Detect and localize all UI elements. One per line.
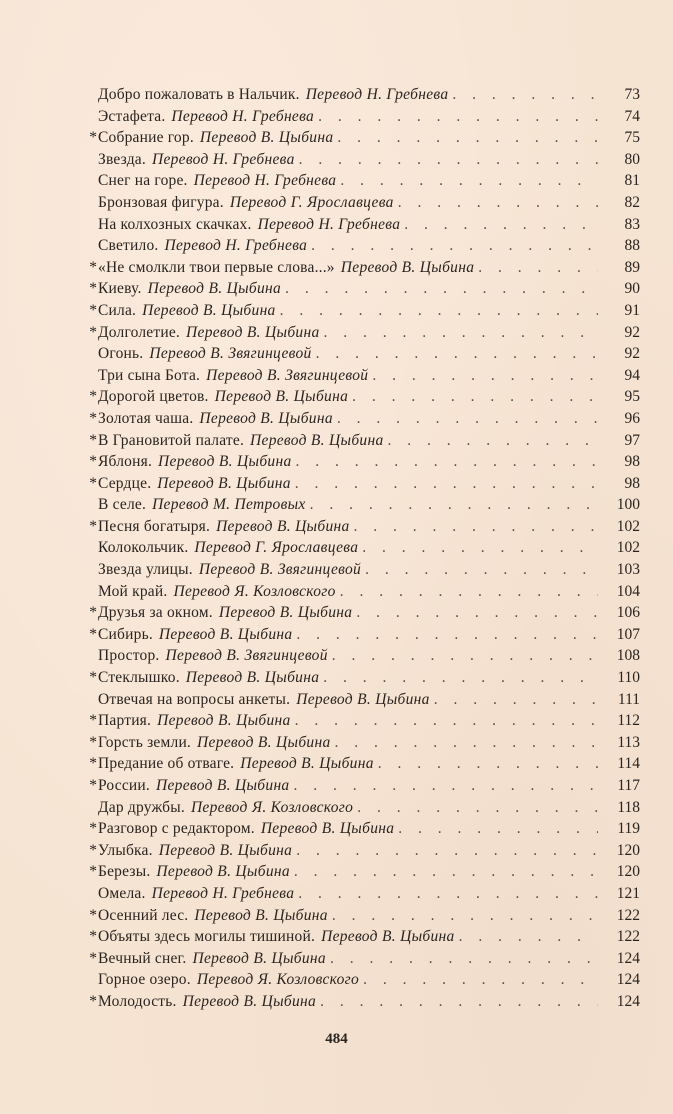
dot-leader (285, 278, 598, 300)
entry-page-number: 97 (624, 431, 640, 449)
dot-leader (298, 883, 598, 905)
entry-page-number: 73 (624, 86, 640, 103)
new-translation-marker: * (89, 777, 97, 794)
entry-page-number: 100 (616, 496, 640, 514)
poem-title: Омела. (98, 884, 146, 902)
new-translation-marker: * (89, 755, 97, 773)
toc-entry (88, 861, 640, 883)
poem-title: В Грановитой палате. (98, 431, 245, 449)
entry-page-number: 118 (617, 798, 640, 816)
translator-credit: Перевод В. Цыбина (142, 301, 276, 319)
toc-entry (88, 775, 640, 797)
dot-leader (352, 386, 598, 408)
poem-title: Березы. (98, 863, 151, 881)
toc-entry (88, 386, 640, 408)
new-translation-marker: * (89, 323, 97, 341)
new-translation-marker: * (89, 863, 97, 881)
translator-credit: Перевод Г. Ярославцева (229, 193, 394, 211)
dot-leader (332, 905, 598, 927)
poem-title: Собрание гор. (98, 129, 194, 147)
entry-page-number: 80 (624, 150, 640, 168)
toc-entry (88, 537, 640, 559)
dot-leader (311, 235, 598, 257)
entry-page-number: 124 (616, 992, 640, 1010)
translator-credit: Перевод Н. Гребнева (257, 215, 401, 233)
entry-page-number: 75 (624, 129, 640, 147)
table-of-contents (88, 84, 640, 1013)
poem-title: Огонь. (98, 345, 144, 363)
toc-entry (88, 991, 640, 1013)
translator-credit: Перевод В. Звягинцевой (149, 345, 312, 363)
poem-title: На колхозных скачках. (98, 215, 252, 233)
entry-page-number: 122 (616, 906, 640, 924)
translator-credit: Перевод Н. Гребнева (151, 884, 295, 902)
new-translation-marker: * (89, 820, 97, 838)
new-translation-marker: * (89, 841, 97, 859)
entry-page-number: 96 (624, 409, 640, 427)
poem-title: Три сына Бота. (98, 366, 201, 384)
poem-title: Вечный снег. (98, 949, 187, 967)
dot-leader (296, 451, 598, 473)
new-translation-marker: * (89, 474, 97, 492)
entry-page-number: 98 (624, 474, 640, 492)
entry-page-number: 122 (616, 928, 640, 946)
dot-leader (357, 797, 598, 819)
toc-entry (88, 257, 640, 279)
entry-page-number: 92 (624, 323, 640, 341)
dot-leader (398, 192, 598, 214)
translator-credit: Перевод В. Цыбина (260, 820, 395, 838)
toc-entry (88, 408, 640, 430)
dot-leader (340, 170, 598, 192)
translator-credit: Перевод В. Цыбина (158, 453, 292, 471)
entry-page-number: 74 (624, 107, 640, 125)
dot-leader (296, 624, 598, 646)
toc-entry (88, 365, 640, 387)
new-translation-marker: * (89, 517, 97, 535)
translator-credit: Перевод В. Цыбина (157, 474, 291, 492)
toc-entry (88, 494, 640, 516)
entry-page-number: 121 (616, 884, 640, 902)
toc-entry (88, 969, 640, 991)
entry-page-number: 90 (624, 280, 640, 298)
dot-leader (354, 516, 598, 538)
new-translation-marker: * (89, 409, 97, 427)
translator-credit: Перевод В. Цыбина (158, 625, 293, 643)
entry-page-number: 120 (616, 863, 640, 881)
dot-leader (296, 840, 598, 862)
translator-credit: Перевод В. Звягинцевой (206, 366, 369, 384)
dot-leader (363, 969, 598, 991)
translator-credit: Перевод В. Цыбина (250, 431, 384, 449)
poem-title: Снег на горе. (98, 172, 188, 190)
new-translation-marker: * (89, 949, 97, 967)
entry-page-number: 103 (616, 561, 640, 579)
new-translation-marker: * (89, 258, 97, 276)
new-translation-marker: * (89, 928, 97, 946)
poem-title: Дорогой цветов. (98, 388, 209, 406)
poem-title: Киеву. (98, 280, 142, 298)
dot-leader (398, 818, 598, 840)
translator-credit: Перевод В. Цыбина (194, 906, 328, 924)
translator-credit: Перевод В. Цыбина (214, 388, 349, 406)
toc-entry (88, 84, 640, 106)
translator-credit: Перевод В. Цыбина (218, 604, 353, 622)
poem-title: Звезда. (98, 150, 146, 168)
dot-leader (335, 732, 599, 754)
new-translation-marker: * (89, 301, 97, 319)
poem-title: Долголетие. (98, 323, 181, 341)
toc-entry (88, 581, 640, 603)
dot-leader (478, 257, 598, 279)
entry-page-number: 83 (624, 215, 640, 233)
toc-entry (88, 473, 640, 495)
entry-page-number: 104 (616, 582, 640, 600)
new-translation-marker: * (89, 625, 97, 643)
toc-entry (88, 753, 640, 775)
toc-entry (88, 559, 640, 581)
dot-leader (337, 408, 598, 430)
entry-page-number: 91 (624, 301, 640, 319)
toc-entry (88, 192, 640, 214)
dot-leader (299, 149, 598, 171)
translator-credit: Перевод В. Цыбина (147, 280, 282, 298)
translator-credit: Перевод В. Цыбина (157, 712, 291, 730)
poem-title: В селе. (98, 496, 147, 514)
dot-leader (388, 430, 598, 452)
toc-entry (88, 797, 640, 819)
translator-credit: Перевод В. Цыбина (192, 949, 326, 967)
poem-title: Партия. (98, 712, 152, 730)
entry-page-number: 113 (617, 733, 640, 751)
entry-page-number: 117 (617, 777, 640, 794)
poem-title: Горное озеро. (98, 971, 191, 989)
translator-credit: Перевод В. Цыбина (197, 733, 331, 751)
entry-page-number: 112 (617, 712, 640, 730)
entry-page-number: 82 (624, 193, 640, 211)
translator-credit: Перевод В. Цыбина (240, 755, 374, 773)
translator-credit: Перевод В. Цыбина (186, 323, 320, 341)
entry-page-number: 89 (624, 258, 640, 276)
poem-title: России. (98, 777, 150, 794)
entry-page-number: 110 (617, 669, 640, 687)
new-translation-marker: * (89, 712, 97, 730)
poem-title: Сердце. (98, 474, 152, 492)
translator-credit: Перевод Я. Козловского (173, 582, 336, 600)
toc-entry (88, 840, 640, 862)
toc-entry (88, 883, 640, 905)
poem-title: Бронзовая фигура. (98, 193, 224, 211)
dot-leader (330, 948, 598, 970)
poem-title: Колокольчик. (98, 539, 189, 557)
new-translation-marker: * (89, 431, 97, 449)
dot-leader (324, 322, 599, 344)
poem-title: Объяты здесь могилы тишиной. (98, 928, 316, 946)
dot-leader (372, 365, 598, 387)
dot-leader (452, 84, 598, 106)
poem-title: Сибирь. (98, 625, 153, 643)
translator-credit: Перевод Н. Гребнева (305, 86, 449, 103)
translator-credit: Перевод В. Цыбина (156, 777, 290, 794)
entry-page-number: 102 (616, 517, 640, 535)
translator-credit: Перевод Н. Гребнева (164, 237, 308, 255)
toc-entry (88, 667, 640, 689)
dot-leader (280, 300, 598, 322)
toc-entry (88, 127, 640, 149)
dot-leader (356, 602, 598, 624)
new-translation-marker: * (89, 604, 97, 622)
translator-credit: Перевод В. Цыбина (182, 992, 317, 1010)
new-translation-marker: * (89, 280, 97, 298)
dot-leader (295, 473, 598, 495)
entry-page-number: 124 (616, 971, 640, 989)
poem-title: Молодость. (98, 992, 177, 1010)
new-translation-marker: * (89, 388, 97, 406)
dot-leader (378, 753, 598, 775)
new-translation-marker: * (89, 733, 97, 751)
poem-title: Простор. (98, 647, 160, 665)
toc-entry (88, 732, 640, 754)
toc-entry (88, 170, 640, 192)
dot-leader (365, 559, 598, 581)
translator-credit: Перевод Н. Гребнева (171, 107, 315, 125)
toc-entry (88, 343, 640, 365)
toc-entry (88, 516, 640, 538)
poem-title: Дар дружбы. (98, 798, 185, 816)
entry-page-number: 120 (616, 841, 640, 859)
dot-leader (323, 667, 598, 689)
entry-page-number: 94 (624, 366, 640, 384)
toc-entry (88, 106, 640, 128)
dot-leader (295, 710, 598, 732)
toc-entry (88, 645, 640, 667)
toc-entry (88, 689, 640, 711)
new-translation-marker: * (89, 906, 97, 924)
translator-credit: Перевод В. Цыбина (185, 669, 320, 687)
entry-page-number: 88 (624, 237, 640, 255)
translator-credit: Перевод Н. Гребнева (151, 150, 295, 168)
toc-entry (88, 818, 640, 840)
translator-credit: Перевод В. Цыбина (199, 409, 333, 427)
poem-title: Светило. (98, 237, 159, 255)
entry-page-number: 81 (624, 172, 640, 190)
new-translation-marker: * (89, 129, 97, 147)
toc-entry (88, 430, 640, 452)
dot-leader (340, 581, 598, 603)
poem-title: Друзья за окном. (98, 604, 213, 622)
entry-page-number: 119 (617, 820, 640, 838)
poem-title: Улыбка. (98, 841, 153, 859)
dot-leader (362, 537, 598, 559)
translator-credit: Перевод В. Цыбина (296, 690, 430, 708)
dot-leader (404, 214, 598, 236)
entry-page-number: 106 (616, 604, 640, 622)
toc-entry (88, 300, 640, 322)
entry-page-number: 114 (617, 755, 640, 773)
poem-title: Разговор с редактором. (98, 820, 255, 838)
dot-leader (434, 689, 598, 711)
translator-credit: Перевод Я. Козловского (190, 798, 354, 816)
translator-credit: Перевод В. Звягинцевой (198, 561, 362, 579)
poem-title: Золотая чаша. (98, 409, 194, 427)
poem-title: Песня богатыря. (98, 517, 211, 535)
toc-entry (88, 624, 640, 646)
poem-title: Отвечая на вопросы анкеты. (98, 690, 291, 708)
entry-page-number: 92 (624, 345, 640, 363)
translator-credit: Перевод В. Звягинцевой (165, 647, 328, 665)
entry-page-number: 102 (616, 539, 640, 557)
toc-entry (88, 602, 640, 624)
translator-credit: Перевод М. Петровых (152, 496, 306, 514)
toc-entry (88, 278, 640, 300)
toc-entry (88, 149, 640, 171)
entry-page-number: 95 (624, 388, 640, 406)
dot-leader (318, 106, 598, 128)
toc-entry (88, 710, 640, 732)
toc-entry (88, 214, 640, 236)
poem-title: Добро пожаловать в Нальчик. (98, 86, 300, 103)
dot-leader (310, 494, 598, 516)
translator-credit: Перевод В. Цыбина (216, 517, 350, 535)
toc-entry (88, 948, 640, 970)
dot-leader (320, 991, 598, 1013)
new-translation-marker: * (89, 669, 97, 687)
dot-leader (294, 861, 598, 883)
poem-title: Горсть земли. (98, 733, 192, 751)
page-number: 484 (325, 1031, 348, 1047)
new-translation-marker: * (89, 992, 97, 1010)
entry-page-number: 98 (624, 453, 640, 471)
toc-entry (88, 926, 640, 948)
entry-page-number: 124 (616, 949, 640, 967)
translator-credit: Перевод Н. Гребнева (193, 172, 337, 190)
poem-title: Мой край. (98, 582, 168, 600)
poem-title: Осенний лес. (98, 906, 189, 924)
entry-page-number: 107 (616, 625, 640, 643)
translator-credit: Перевод В. Цыбина (158, 841, 293, 859)
poem-title: Предание об отваге. (98, 755, 235, 773)
dot-leader (459, 926, 598, 948)
poem-title: Сила. (98, 301, 137, 319)
translator-credit: Перевод Г. Ярославцева (194, 539, 359, 557)
translator-credit: Перевод В. Цыбина (340, 258, 475, 276)
poem-title: Стеклышко. (98, 669, 180, 687)
dot-leader (293, 775, 598, 797)
poem-title: Эстафета. (98, 107, 166, 125)
poem-title: Яблоня. (98, 453, 153, 471)
new-translation-marker: * (89, 453, 97, 471)
translator-credit: Перевод В. Цыбина (199, 129, 334, 147)
poem-title: «Не смолкли твои первые слова...» (98, 258, 335, 276)
dot-leader (332, 645, 598, 667)
toc-entry (88, 322, 640, 344)
translator-credit: Перевод Я. Козловского (196, 971, 360, 989)
toc-entry (88, 235, 640, 257)
entry-page-number: 111 (617, 690, 640, 708)
translator-credit: Перевод В. Цыбина (321, 928, 455, 946)
dot-leader (316, 343, 598, 365)
dot-leader (337, 127, 598, 149)
toc-entry (88, 451, 640, 473)
poem-title: Звезда улицы. (98, 561, 193, 579)
entry-page-number: 108 (616, 647, 640, 665)
translator-credit: Перевод В. Цыбина (156, 863, 290, 881)
toc-entry (88, 905, 640, 927)
